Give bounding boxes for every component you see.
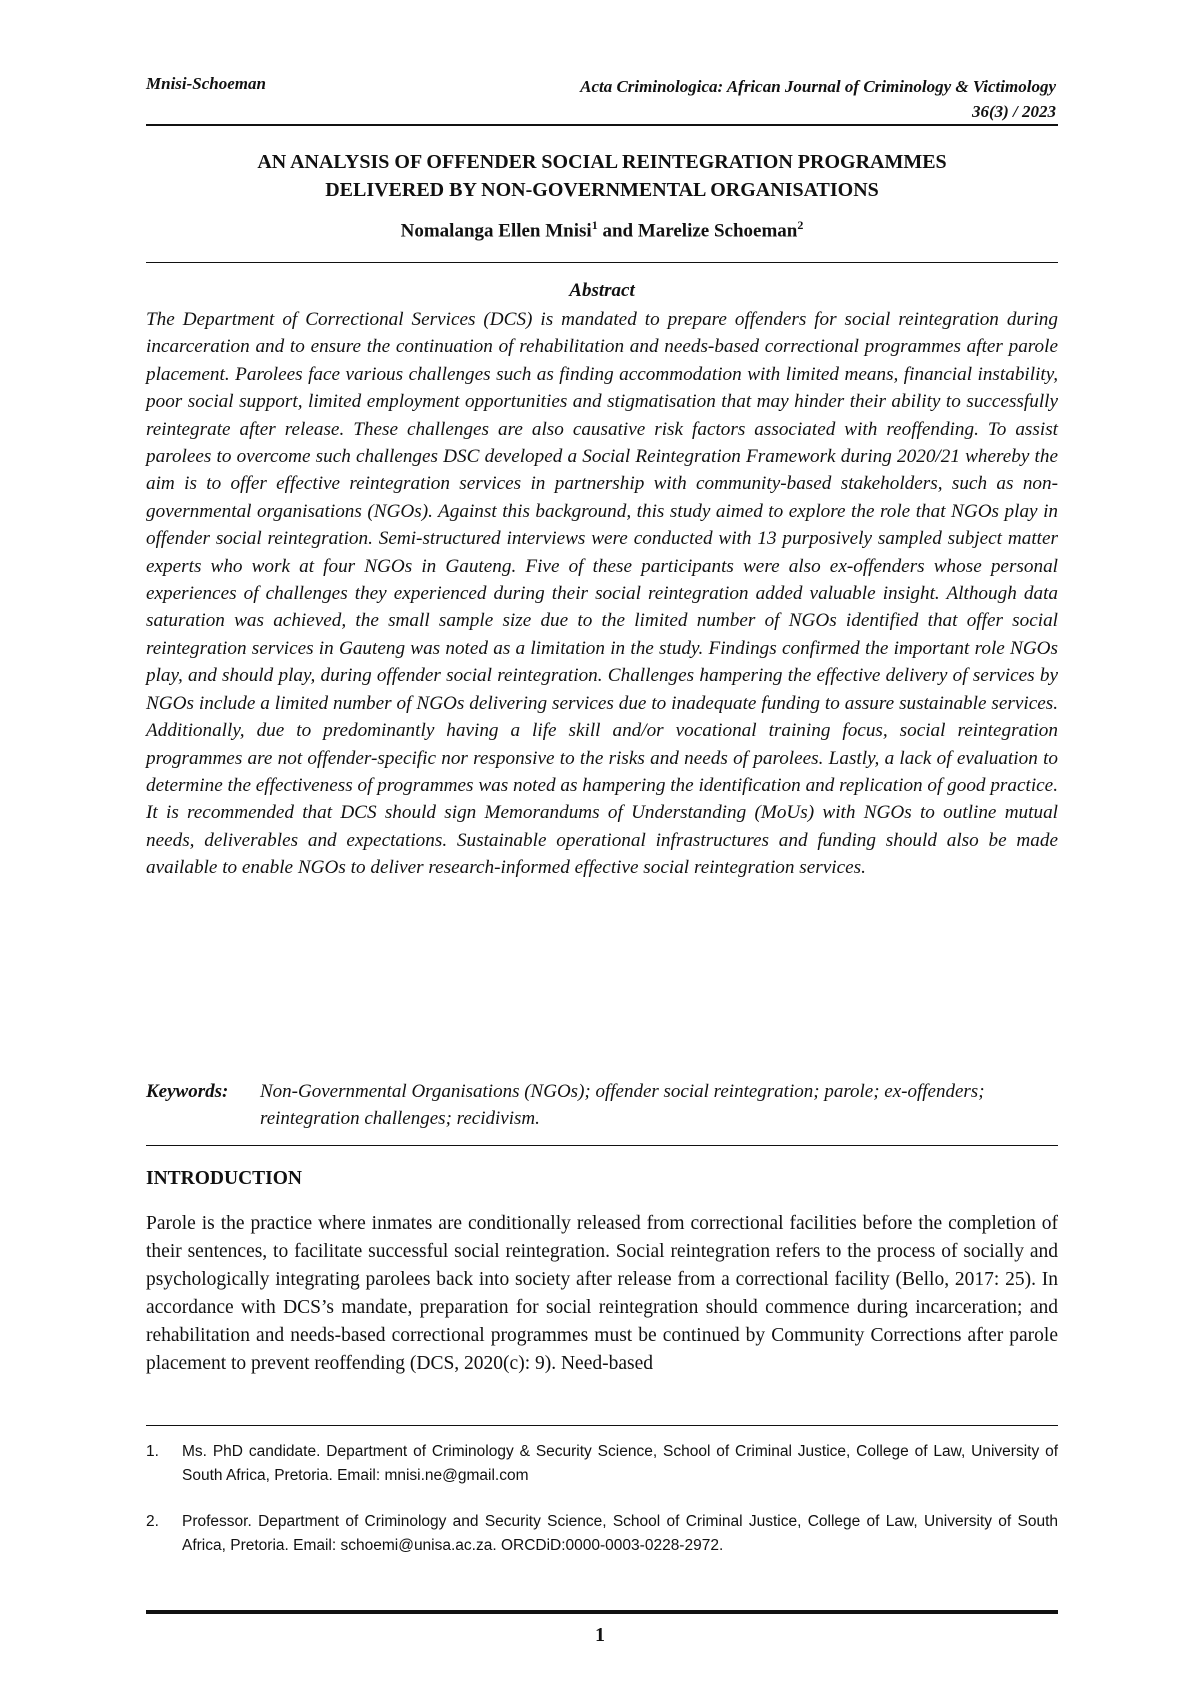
running-header-journal: [580, 74, 1056, 124]
footnote-2-text: Professor. Department of Criminology and Security Science, School of Criminal Justice, College of Law, University of South Africa, Pretoria. Email: schoemi@unisa.ac.za. ORCDiD:0000-0003-0228-2972.: [182, 1513, 1058, 1554]
author-rule: [146, 262, 1058, 263]
keywords-block: [146, 1078, 1058, 1132]
footnote-2-number: 2.: [146, 1513, 159, 1530]
footnote-1-number: 1.: [146, 1443, 159, 1460]
title-line-2: DELIVERED BY NON-GOVERNMENTAL ORGANISATIONS: [325, 179, 879, 201]
abstract-body: The Department of Correctional Services (DCS) is mandated to prepare offenders for social reintegration during incarceration and to ensure the continuation of rehabilitation and needs-based correctional programmes after parole placement. Parolees face various challenges such as finding accommodation with limited means, financial instability, poor social support, limited employment opportunities and stigmatisation that may hinder their ability to successfully reintegrate after release. These challenges are also causative risk factors associated with reoffending. To assist parolees to overcome such challenges DSC developed a Social Reintegration Framework during 2020/21 whereby the aim is to offer effective reintegration services in partnership with community-based stakeholders, such as non-governmental organisations (NGOs). Against this background, this study aimed to explore the role that NGOs play in offender social reintegration. Semi-structured interviews were conducted with 13 purposively sampled subject matter experts who work at four NGOs in Gauteng. Five of these participants were also ex-offenders whose personal experiences of challenges they experienced during their social reintegration added valuable insight. Although data saturation was achieved, the small sample size due to the limited number of NGOs identified that offer social reintegration services in Gauteng was noted as a limitation in the study. Findings confirmed the important role NGOs play, and should play, during offender social reintegration. Challenges hampering the effective delivery of services by NGOs include a limited number of NGOs delivering services due to inadequate funding to assure sustainable services. Additionally, due to predominantly having a life skill and/or vocational training focus, social reintegration programmes are not offender-specific nor responsive to the risks and needs of parolees. Lastly, a lack of evaluation to determine the effectiveness of programmes was noted as hampering the identification and replication of good practice. It is recommended that DCS should sign Memorandums of Understanding (MoUs) with NGOs to outline mutual needs, deliverables and expectations. Sustainable operational infrastructures and funding should also be made available to enable NGOs to deliver research-informed effective social reintegration services.: [146, 309, 1058, 879]
footnote-2: [146, 1510, 1058, 1558]
author-1: Nomalanga Ellen Mnisi: [400, 220, 592, 242]
author-1-footnote-marker: 1: [591, 218, 598, 232]
introduction-heading: INTRODUCTION: [146, 1168, 303, 1189]
author-2-footnote-marker: 2: [797, 218, 804, 232]
footnote-1-text: Ms. PhD candidate. Department of Criminology & Security Science, School of Criminal Justice, College of Law, University of South Africa, Pretoria. Email: mnisi.ne@gmail.com: [182, 1443, 1058, 1484]
running-header-author: Mnisi-Schoeman: [146, 74, 266, 93]
header-rule: [146, 124, 1058, 126]
footnote-rule: [146, 1425, 1058, 1426]
author-line: [146, 218, 1058, 242]
author-2: Marelize Schoeman: [637, 220, 798, 242]
introduction-body: Parole is the practice where inmates are conditionally released from correctional facilities before the completion of their sentences, to facilitate successful social reintegration. Social reintegration refers to the process of socially and psychologically integrating parolees back into society after release from a correctional facility (Bello, 2017: 25). In accordance with DCS’s mandate, preparation for social reintegration should commence during incarceration; and rehabilitation and needs-based correctional programmes must be continued by Community Corrections after parole placement to prevent reoffending (DCS, 2020(c): 9). Need-based: [146, 1213, 1058, 1374]
author-conjunction: and: [597, 220, 638, 242]
paper-title: [146, 148, 1058, 204]
title-line-1: AN ANALYSIS OF OFFENDER SOCIAL REINTEGRATION PROGRAMMES: [257, 151, 947, 173]
page-number: 1: [595, 1624, 605, 1646]
keywords-rule: [146, 1145, 1058, 1146]
journal-name: Acta Criminologica: African Journal of Criminology & Victimology: [580, 77, 1056, 96]
keywords-label: Keywords:: [146, 1081, 229, 1102]
journal-issue: 36(3) / 2023: [971, 102, 1056, 121]
abstract-heading: Abstract: [569, 280, 635, 301]
footer-rule: [146, 1610, 1058, 1614]
footnote-1: [146, 1440, 1058, 1488]
keywords-text: Non-Governmental Organisations (NGOs); offender social reintegration; parole; ex-offenders; reintegration challenges; recidivism.: [260, 1081, 985, 1129]
